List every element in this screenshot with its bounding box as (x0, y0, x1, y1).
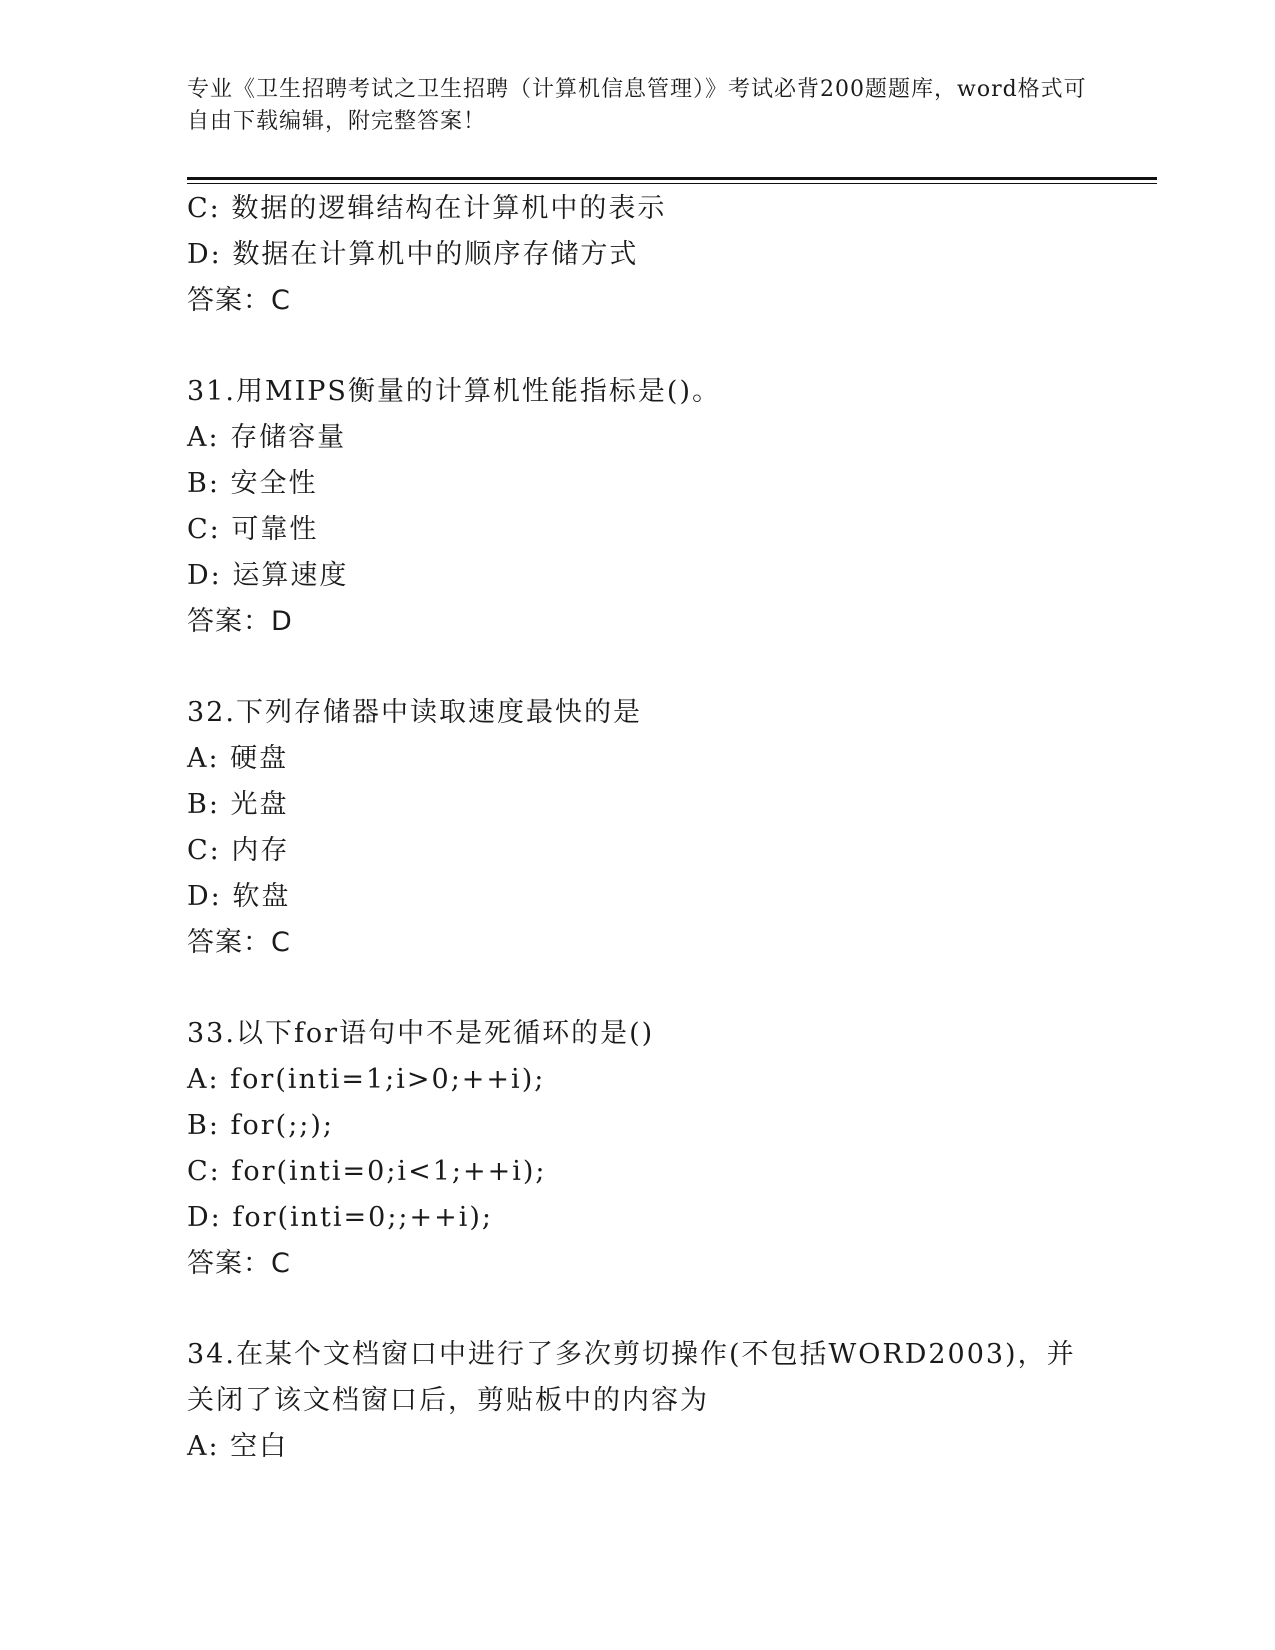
option-a: A: 存储容量 (187, 422, 347, 453)
option-c: C: 数据的逻辑结构在计算机中的表示 (187, 193, 667, 224)
answer-line: 答案：C (187, 285, 291, 316)
option-a: A: 硬盘 (187, 743, 289, 774)
answer-line: 答案：D (187, 606, 293, 637)
option-d: D: 软盘 (187, 881, 291, 912)
header-divider-thick (187, 177, 1157, 180)
option-b: B: 光盘 (187, 789, 289, 820)
option-b: B: 安全性 (187, 468, 318, 499)
question-32 (187, 690, 1087, 966)
question-30-continued (187, 186, 1087, 324)
option-b: B: for(;;); (187, 1110, 335, 1141)
answer-line: 答案：C (187, 1248, 291, 1279)
option-d: D: 数据在计算机中的顺序存储方式 (187, 239, 639, 270)
answer-line: 答案：C (187, 927, 291, 958)
document-header: 专业《卫生招聘考试之卫生招聘（计算机信息管理）》考试必背200题题库，word格式可自由下载编辑，附完整答案！ (187, 77, 1087, 134)
option-c: C: 内存 (187, 835, 290, 866)
option-a: A: for(inti=1;i>0;++i); (187, 1064, 546, 1095)
option-a: A: 空白 (187, 1431, 289, 1462)
option-d: D: 运算速度 (187, 560, 349, 591)
document-body (187, 186, 1087, 1470)
option-c: C: 可靠性 (187, 514, 319, 545)
question-33 (187, 1011, 1087, 1287)
question-stem: 32.下列存储器中读取速度最快的是 (187, 697, 642, 728)
header-divider-thin (187, 183, 1157, 184)
option-c: C: for(inti=0;i<1;++i); (187, 1156, 547, 1187)
question-34 (187, 1332, 1087, 1470)
question-31 (187, 369, 1087, 645)
option-d: D: for(inti=0;;++i); (187, 1202, 494, 1233)
question-stem: 33.以下for语句中不是死循环的是() (187, 1018, 655, 1049)
question-stem: 34.在某个文档窗口中进行了多次剪切操作(不包括WORD2003)，并关闭了该文档窗口后，剪贴板中的内容为 (187, 1339, 1076, 1416)
question-stem: 31.用MIPS衡量的计算机性能指标是()。 (187, 376, 721, 407)
